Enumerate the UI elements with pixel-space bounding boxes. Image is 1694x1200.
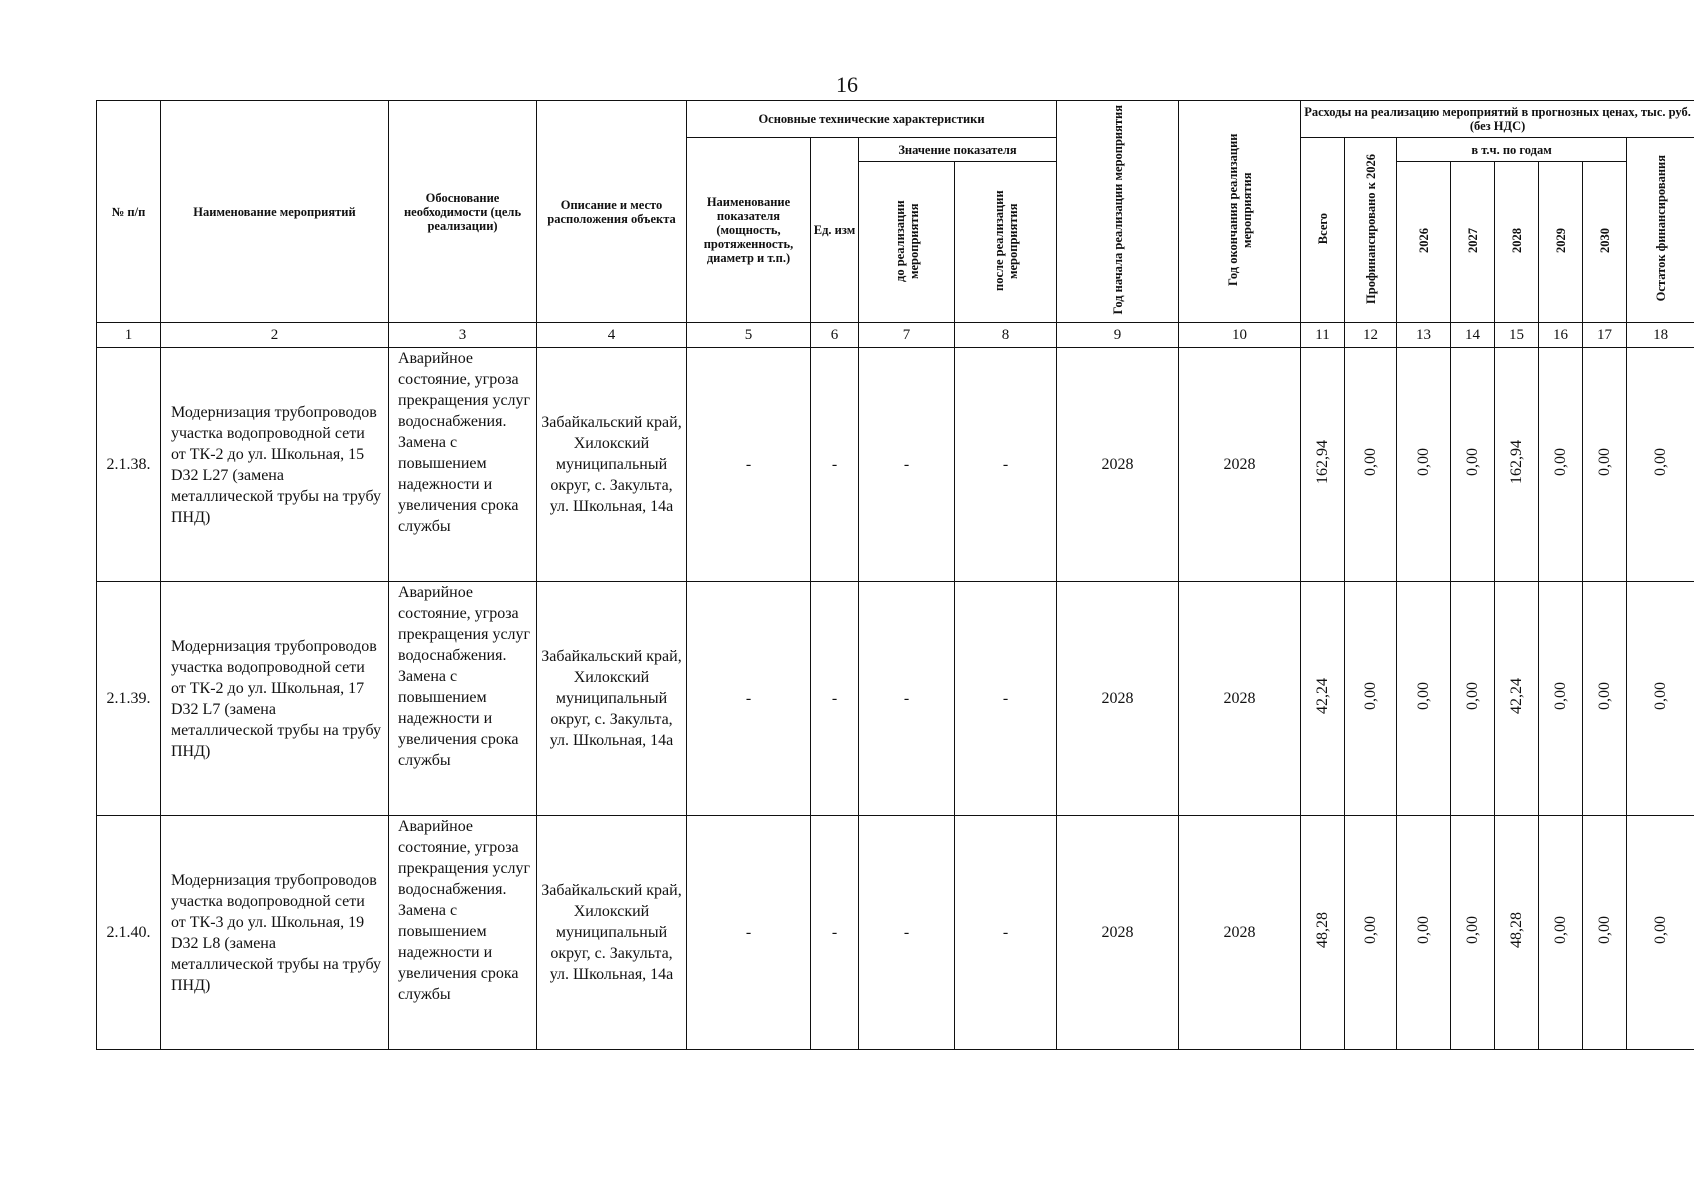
row-location: Забайкальский край, Хилокский муниципальный округ, с. Закульта, ул. Школьная, 14а <box>537 348 687 582</box>
header-prefinanced <box>1345 138 1397 323</box>
row-prefinanced-cell <box>1345 348 1397 582</box>
table-row <box>97 582 1694 816</box>
header-total <box>1301 138 1345 323</box>
row-total: 48,28 <box>1314 911 1332 948</box>
header-tech-group: Основные технические характеристики <box>687 101 1057 138</box>
header-2026-text: 2026 <box>1416 228 1431 253</box>
row-2026: 0,00 <box>1415 681 1433 710</box>
row-2026: 0,00 <box>1415 447 1433 476</box>
header-unit: Ед. изм <box>811 138 859 323</box>
column-numbers-row <box>97 323 1694 348</box>
row-justification: Аварийное состояние, угроза прекращения услуг водоснабжения. Замена с повышением надежности и увеличения срока службы <box>389 348 537 582</box>
row-remaining-cell <box>1627 582 1694 816</box>
row-remaining-cell <box>1627 816 1694 1050</box>
row-unit: - <box>811 348 859 582</box>
header-justification: Обоснование необходимости (цель реализации) <box>389 101 537 323</box>
column-number: 3 <box>389 323 537 348</box>
header-remaining <box>1627 138 1694 323</box>
row-num: 2.1.38. <box>97 348 161 582</box>
header-2030 <box>1583 162 1627 323</box>
column-number: 13 <box>1397 323 1451 348</box>
column-number: 5 <box>687 323 811 348</box>
column-number: 4 <box>537 323 687 348</box>
row-2026: 0,00 <box>1415 915 1433 944</box>
header-name: Наименование мероприятий <box>161 101 389 323</box>
row-2028-cell <box>1495 348 1539 582</box>
row-2029: 0,00 <box>1552 681 1570 710</box>
row-start-year: 2028 <box>1057 582 1179 816</box>
row-prefinanced: 0,00 <box>1362 447 1380 476</box>
row-num: 2.1.40. <box>97 816 161 1050</box>
row-total: 42,24 <box>1314 677 1332 714</box>
column-number: 18 <box>1627 323 1694 348</box>
row-prefinanced-cell <box>1345 816 1397 1050</box>
row-2030-cell <box>1583 816 1627 1050</box>
header-indicator-value-group: Значение показателя <box>859 138 1057 162</box>
header-start-year <box>1057 101 1179 323</box>
header-2029 <box>1539 162 1583 323</box>
row-2027-cell <box>1451 582 1495 816</box>
row-after: - <box>955 582 1057 816</box>
row-2030: 0,00 <box>1596 681 1614 710</box>
column-number: 16 <box>1539 323 1583 348</box>
row-2028-cell <box>1495 816 1539 1050</box>
row-2028: 48,28 <box>1508 911 1526 948</box>
header-2026 <box>1397 162 1451 323</box>
row-indicator: - <box>687 582 811 816</box>
row-2030: 0,00 <box>1596 915 1614 944</box>
row-indicator: - <box>687 816 811 1050</box>
row-2028: 162,94 <box>1508 439 1526 484</box>
header-end-year <box>1179 101 1301 323</box>
row-2029: 0,00 <box>1552 915 1570 944</box>
table-row <box>97 348 1694 582</box>
row-name: Модернизация трубопроводов участка водопроводной сети от ТК-2 до ул. Школьная, 17 D32 L7 (замена металлической трубы на трубу ПНД) <box>161 582 389 816</box>
page-number: 16 <box>836 72 858 97</box>
row-2026-cell <box>1397 348 1451 582</box>
row-2027-cell <box>1451 348 1495 582</box>
row-indicator: - <box>687 348 811 582</box>
header-2028-text: 2028 <box>1509 228 1524 253</box>
row-after: - <box>955 348 1057 582</box>
row-start-year: 2028 <box>1057 348 1179 582</box>
column-number: 2 <box>161 323 389 348</box>
row-end-year: 2028 <box>1179 816 1301 1050</box>
row-2029-cell <box>1539 348 1583 582</box>
column-number: 6 <box>811 323 859 348</box>
header-remaining-text: Остаток финансирования <box>1653 155 1668 302</box>
row-2030: 0,00 <box>1596 447 1614 476</box>
column-number: 10 <box>1179 323 1301 348</box>
header-2029-text: 2029 <box>1553 228 1568 253</box>
row-total-cell <box>1301 816 1345 1050</box>
column-number: 8 <box>955 323 1057 348</box>
header-end-year-text: Год окончания реализации мероприятия <box>1225 133 1254 287</box>
row-prefinanced: 0,00 <box>1362 915 1380 944</box>
row-2026-cell <box>1397 582 1451 816</box>
table-row <box>97 816 1694 1050</box>
row-2028: 42,24 <box>1508 677 1526 714</box>
column-number: 11 <box>1301 323 1345 348</box>
header-before-text: до реализации мероприятия <box>892 199 921 282</box>
row-2026-cell <box>1397 816 1451 1050</box>
row-end-year: 2028 <box>1179 348 1301 582</box>
row-location: Забайкальский край, Хилокский муниципальный округ, с. Закульта, ул. Школьная, 14а <box>537 582 687 816</box>
row-justification: Аварийное состояние, угроза прекращения услуг водоснабжения. Замена с повышением надежности и увеличения срока службы <box>389 582 537 816</box>
column-number: 17 <box>1583 323 1627 348</box>
row-start-year: 2028 <box>1057 816 1179 1050</box>
row-2029-cell <box>1539 816 1583 1050</box>
row-2030-cell <box>1583 582 1627 816</box>
column-number: 14 <box>1451 323 1495 348</box>
row-justification: Аварийное состояние, угроза прекращения услуг водоснабжения. Замена с повышением надежности и увеличения срока службы <box>389 816 537 1050</box>
header-2030-text: 2030 <box>1597 228 1612 253</box>
row-num: 2.1.39. <box>97 582 161 816</box>
investment-program-table <box>96 100 1694 1050</box>
row-prefinanced-cell <box>1345 582 1397 816</box>
row-remaining: 0,00 <box>1652 447 1670 476</box>
row-2027-cell <box>1451 816 1495 1050</box>
row-2029-cell <box>1539 582 1583 816</box>
header-2027 <box>1451 162 1495 323</box>
header-num: № п/п <box>97 101 161 323</box>
header-after-text: после реализации мероприятия <box>991 190 1020 291</box>
row-before: - <box>859 348 955 582</box>
column-number: 12 <box>1345 323 1397 348</box>
column-number: 7 <box>859 323 955 348</box>
row-unit: - <box>811 816 859 1050</box>
row-2028-cell <box>1495 582 1539 816</box>
header-2028 <box>1495 162 1539 323</box>
header-prefinanced-text: Профинансировано к 2026 <box>1363 153 1378 304</box>
row-2027: 0,00 <box>1464 447 1482 476</box>
row-total: 162,94 <box>1314 439 1332 484</box>
row-remaining-cell <box>1627 348 1694 582</box>
header-2027-text: 2027 <box>1465 228 1480 253</box>
column-number: 1 <box>97 323 161 348</box>
row-remaining: 0,00 <box>1652 915 1670 944</box>
row-unit: - <box>811 582 859 816</box>
header-indicator-name: Наименование показателя (мощность, протяженность, диаметр и т.п.) <box>687 138 811 323</box>
row-end-year: 2028 <box>1179 582 1301 816</box>
row-2030-cell <box>1583 348 1627 582</box>
row-name: Модернизация трубопроводов участка водопроводной сети от ТК-2 до ул. Школьная, 15 D32 L27 (замена металлической трубы на трубу ПНД) <box>161 348 389 582</box>
row-before: - <box>859 582 955 816</box>
row-total-cell <box>1301 582 1345 816</box>
row-location: Забайкальский край, Хилокский муниципальный округ, с. Закульта, ул. Школьная, 14а <box>537 816 687 1050</box>
row-2027: 0,00 <box>1464 681 1482 710</box>
row-total-cell <box>1301 348 1345 582</box>
header-costs-group: Расходы на реализацию мероприятий в прогнозных ценах, тыс. руб. (без НДС) <box>1301 101 1694 138</box>
row-2029: 0,00 <box>1552 447 1570 476</box>
row-after: - <box>955 816 1057 1050</box>
header-by-years-group: в т.ч. по годам <box>1397 138 1627 162</box>
row-prefinanced: 0,00 <box>1362 681 1380 710</box>
row-2027: 0,00 <box>1464 915 1482 944</box>
column-number: 15 <box>1495 323 1539 348</box>
header-after <box>955 162 1057 323</box>
header-start-year-text: Год начала реализации мероприятия <box>1110 105 1125 315</box>
header-before <box>859 162 955 323</box>
column-number: 9 <box>1057 323 1179 348</box>
row-name: Модернизация трубопроводов участка водопроводной сети от ТК-3 до ул. Школьная, 19 D32 L8 (замена металлической трубы на трубу ПНД) <box>161 816 389 1050</box>
row-remaining: 0,00 <box>1652 681 1670 710</box>
row-before: - <box>859 816 955 1050</box>
header-location: Описание и место расположения объекта <box>537 101 687 323</box>
header-total-text: Всего <box>1315 212 1330 245</box>
